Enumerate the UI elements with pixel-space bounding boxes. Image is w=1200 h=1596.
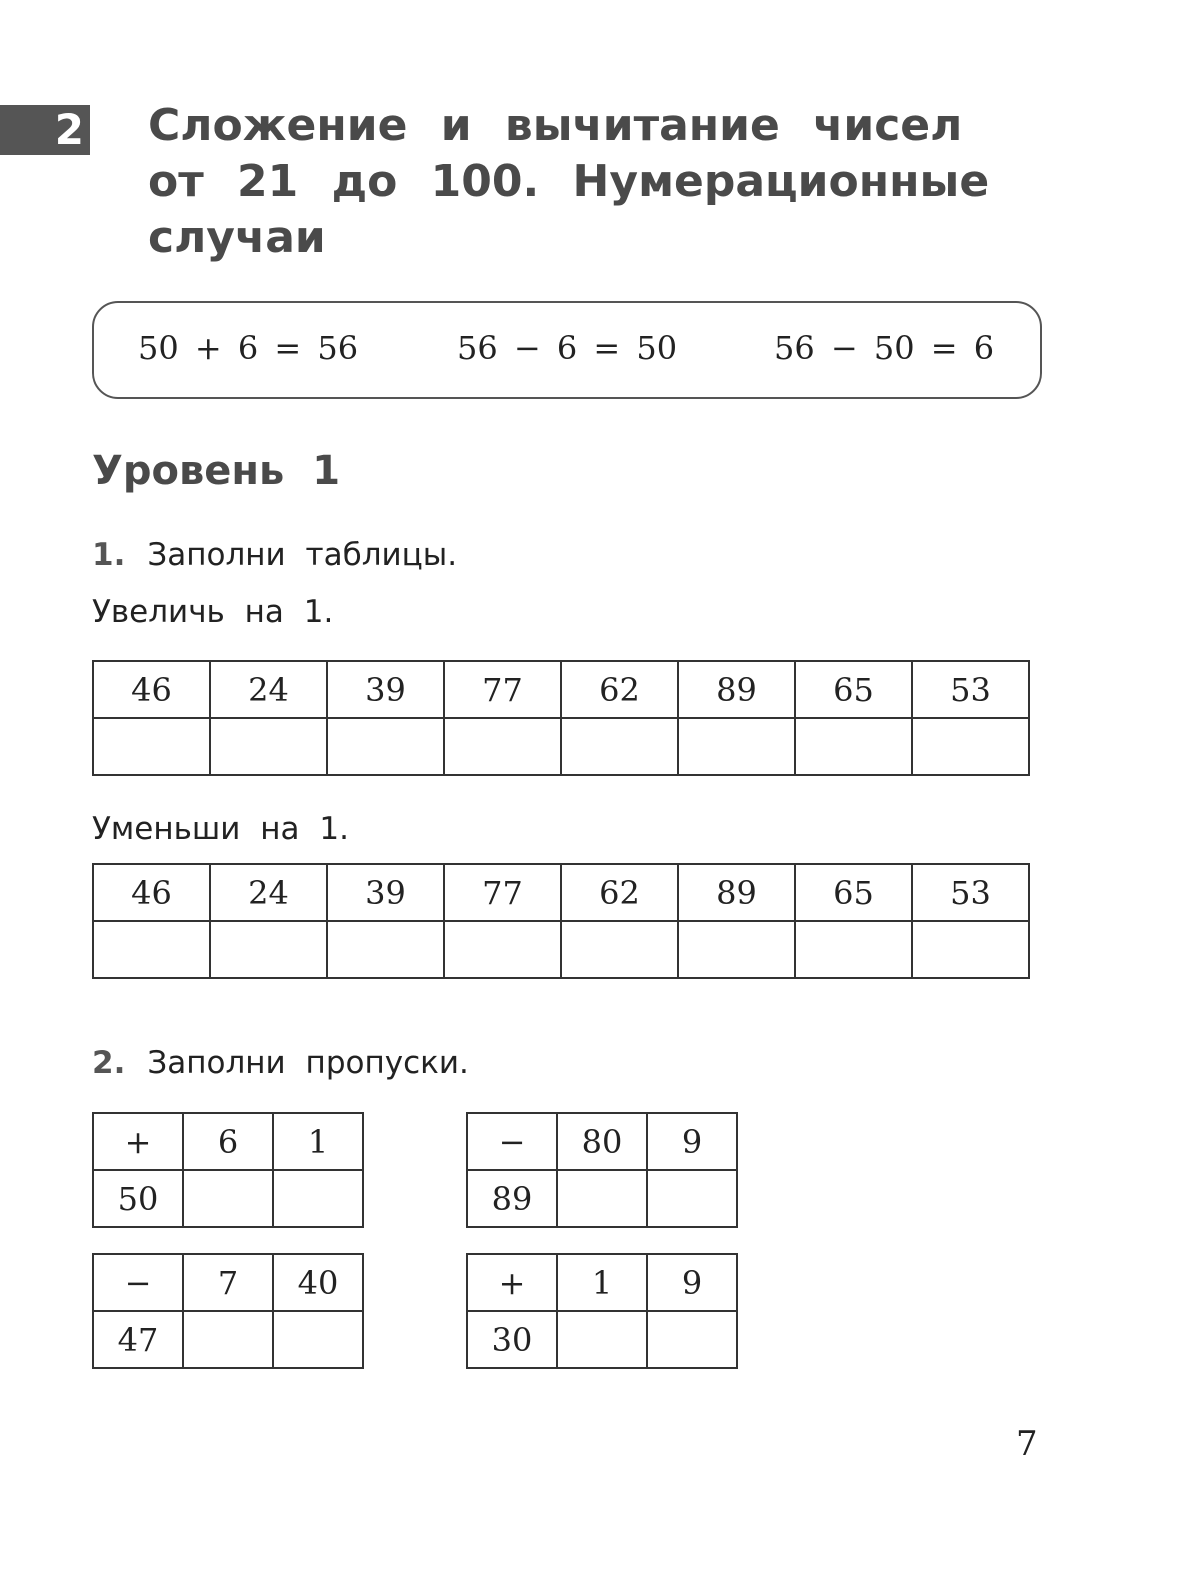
operator-cell: −: [467, 1113, 557, 1170]
decrease-answer-cell[interactable]: [912, 921, 1029, 978]
decrease-answer-cell[interactable]: [444, 921, 561, 978]
decrease-table: [92, 863, 1030, 979]
level-heading: Уровень 1: [92, 448, 341, 494]
increase-value-cell: 89: [678, 661, 795, 718]
increase-table: [92, 660, 1030, 776]
answer-cell[interactable]: [183, 1311, 273, 1368]
answer-cell[interactable]: [647, 1170, 737, 1227]
chapter-title-line-1: Сложение и вычитание чисел: [148, 100, 963, 151]
column-value-cell: 80: [557, 1113, 647, 1170]
decrease-value-cell: 24: [210, 864, 327, 921]
increase-answer-cell[interactable]: [912, 718, 1029, 775]
decrease-value-cell: 39: [327, 864, 444, 921]
decrease-value-cell: 53: [912, 864, 1029, 921]
decrease-answer-cell[interactable]: [93, 921, 210, 978]
increase-value-cell: 62: [561, 661, 678, 718]
task-1-number: 1.: [92, 537, 126, 573]
decrease-answer-cell[interactable]: [678, 921, 795, 978]
operator-cell: +: [467, 1254, 557, 1311]
decrease-label: Уменьши на 1.: [92, 811, 349, 847]
decrease-answer-cell[interactable]: [327, 921, 444, 978]
column-value-cell: 9: [647, 1113, 737, 1170]
decrease-value-cell: 65: [795, 864, 912, 921]
increase-answer-cell[interactable]: [210, 718, 327, 775]
answer-cell[interactable]: [647, 1311, 737, 1368]
column-value-cell: 1: [273, 1113, 363, 1170]
column-value-cell: 40: [273, 1254, 363, 1311]
row-value-cell: 89: [467, 1170, 557, 1227]
operator-cell: +: [93, 1113, 183, 1170]
row-value-cell: 50: [93, 1170, 183, 1227]
operation-table-3: [92, 1253, 364, 1369]
example-equation-1: 50 + 6 = 56: [138, 329, 359, 367]
row-value-cell: 30: [467, 1311, 557, 1368]
decrease-answer-row: [93, 921, 1029, 978]
row-value-cell: 47: [93, 1311, 183, 1368]
example-equation-2: 56 − 6 = 50: [457, 329, 678, 367]
decrease-values-row: [93, 864, 1029, 921]
increase-answer-cell[interactable]: [93, 718, 210, 775]
answer-cell[interactable]: [273, 1311, 363, 1368]
answer-cell[interactable]: [273, 1170, 363, 1227]
column-value-cell: 9: [647, 1254, 737, 1311]
answer-cell[interactable]: [557, 1170, 647, 1227]
operator-cell: −: [93, 1254, 183, 1311]
task-1-text: Заполни таблицы.: [147, 537, 458, 573]
decrease-value-cell: 77: [444, 864, 561, 921]
increase-value-cell: 39: [327, 661, 444, 718]
task-2: [92, 1045, 469, 1081]
chapter-number-tab: 2: [0, 105, 90, 155]
task-1: [92, 537, 457, 573]
decrease-value-cell: 46: [93, 864, 210, 921]
task-2-text: Заполни пропуски.: [147, 1045, 469, 1081]
increase-value-cell: 24: [210, 661, 327, 718]
decrease-answer-cell[interactable]: [561, 921, 678, 978]
decrease-answer-cell[interactable]: [210, 921, 327, 978]
increase-value-cell: 77: [444, 661, 561, 718]
chapter-title-line-2: от 21 до 100. Нумерационные: [148, 156, 990, 207]
operation-table-1: [92, 1112, 364, 1228]
increase-answer-cell[interactable]: [444, 718, 561, 775]
operation-table-4: [466, 1253, 738, 1369]
answer-cell[interactable]: [183, 1170, 273, 1227]
increase-value-cell: 53: [912, 661, 1029, 718]
decrease-answer-cell[interactable]: [795, 921, 912, 978]
column-value-cell: 1: [557, 1254, 647, 1311]
increase-values-row: [93, 661, 1029, 718]
decrease-value-cell: 62: [561, 864, 678, 921]
increase-answer-row: [93, 718, 1029, 775]
increase-answer-cell[interactable]: [795, 718, 912, 775]
increase-answer-cell[interactable]: [327, 718, 444, 775]
decrease-value-cell: 89: [678, 864, 795, 921]
increase-value-cell: 46: [93, 661, 210, 718]
operation-table-2: [466, 1112, 738, 1228]
task-2-number: 2.: [92, 1045, 126, 1081]
answer-cell[interactable]: [557, 1311, 647, 1368]
increase-answer-cell[interactable]: [561, 718, 678, 775]
example-box: [92, 301, 1042, 399]
page-number: 7: [1016, 1424, 1038, 1464]
chapter-title-line-3: случаи: [148, 212, 326, 263]
example-equation-3: 56 − 50 = 6: [774, 329, 995, 367]
column-value-cell: 6: [183, 1113, 273, 1170]
column-value-cell: 7: [183, 1254, 273, 1311]
chapter-title: [148, 98, 1048, 266]
increase-value-cell: 65: [795, 661, 912, 718]
increase-answer-cell[interactable]: [678, 718, 795, 775]
increase-label: Увеличь на 1.: [92, 594, 334, 630]
